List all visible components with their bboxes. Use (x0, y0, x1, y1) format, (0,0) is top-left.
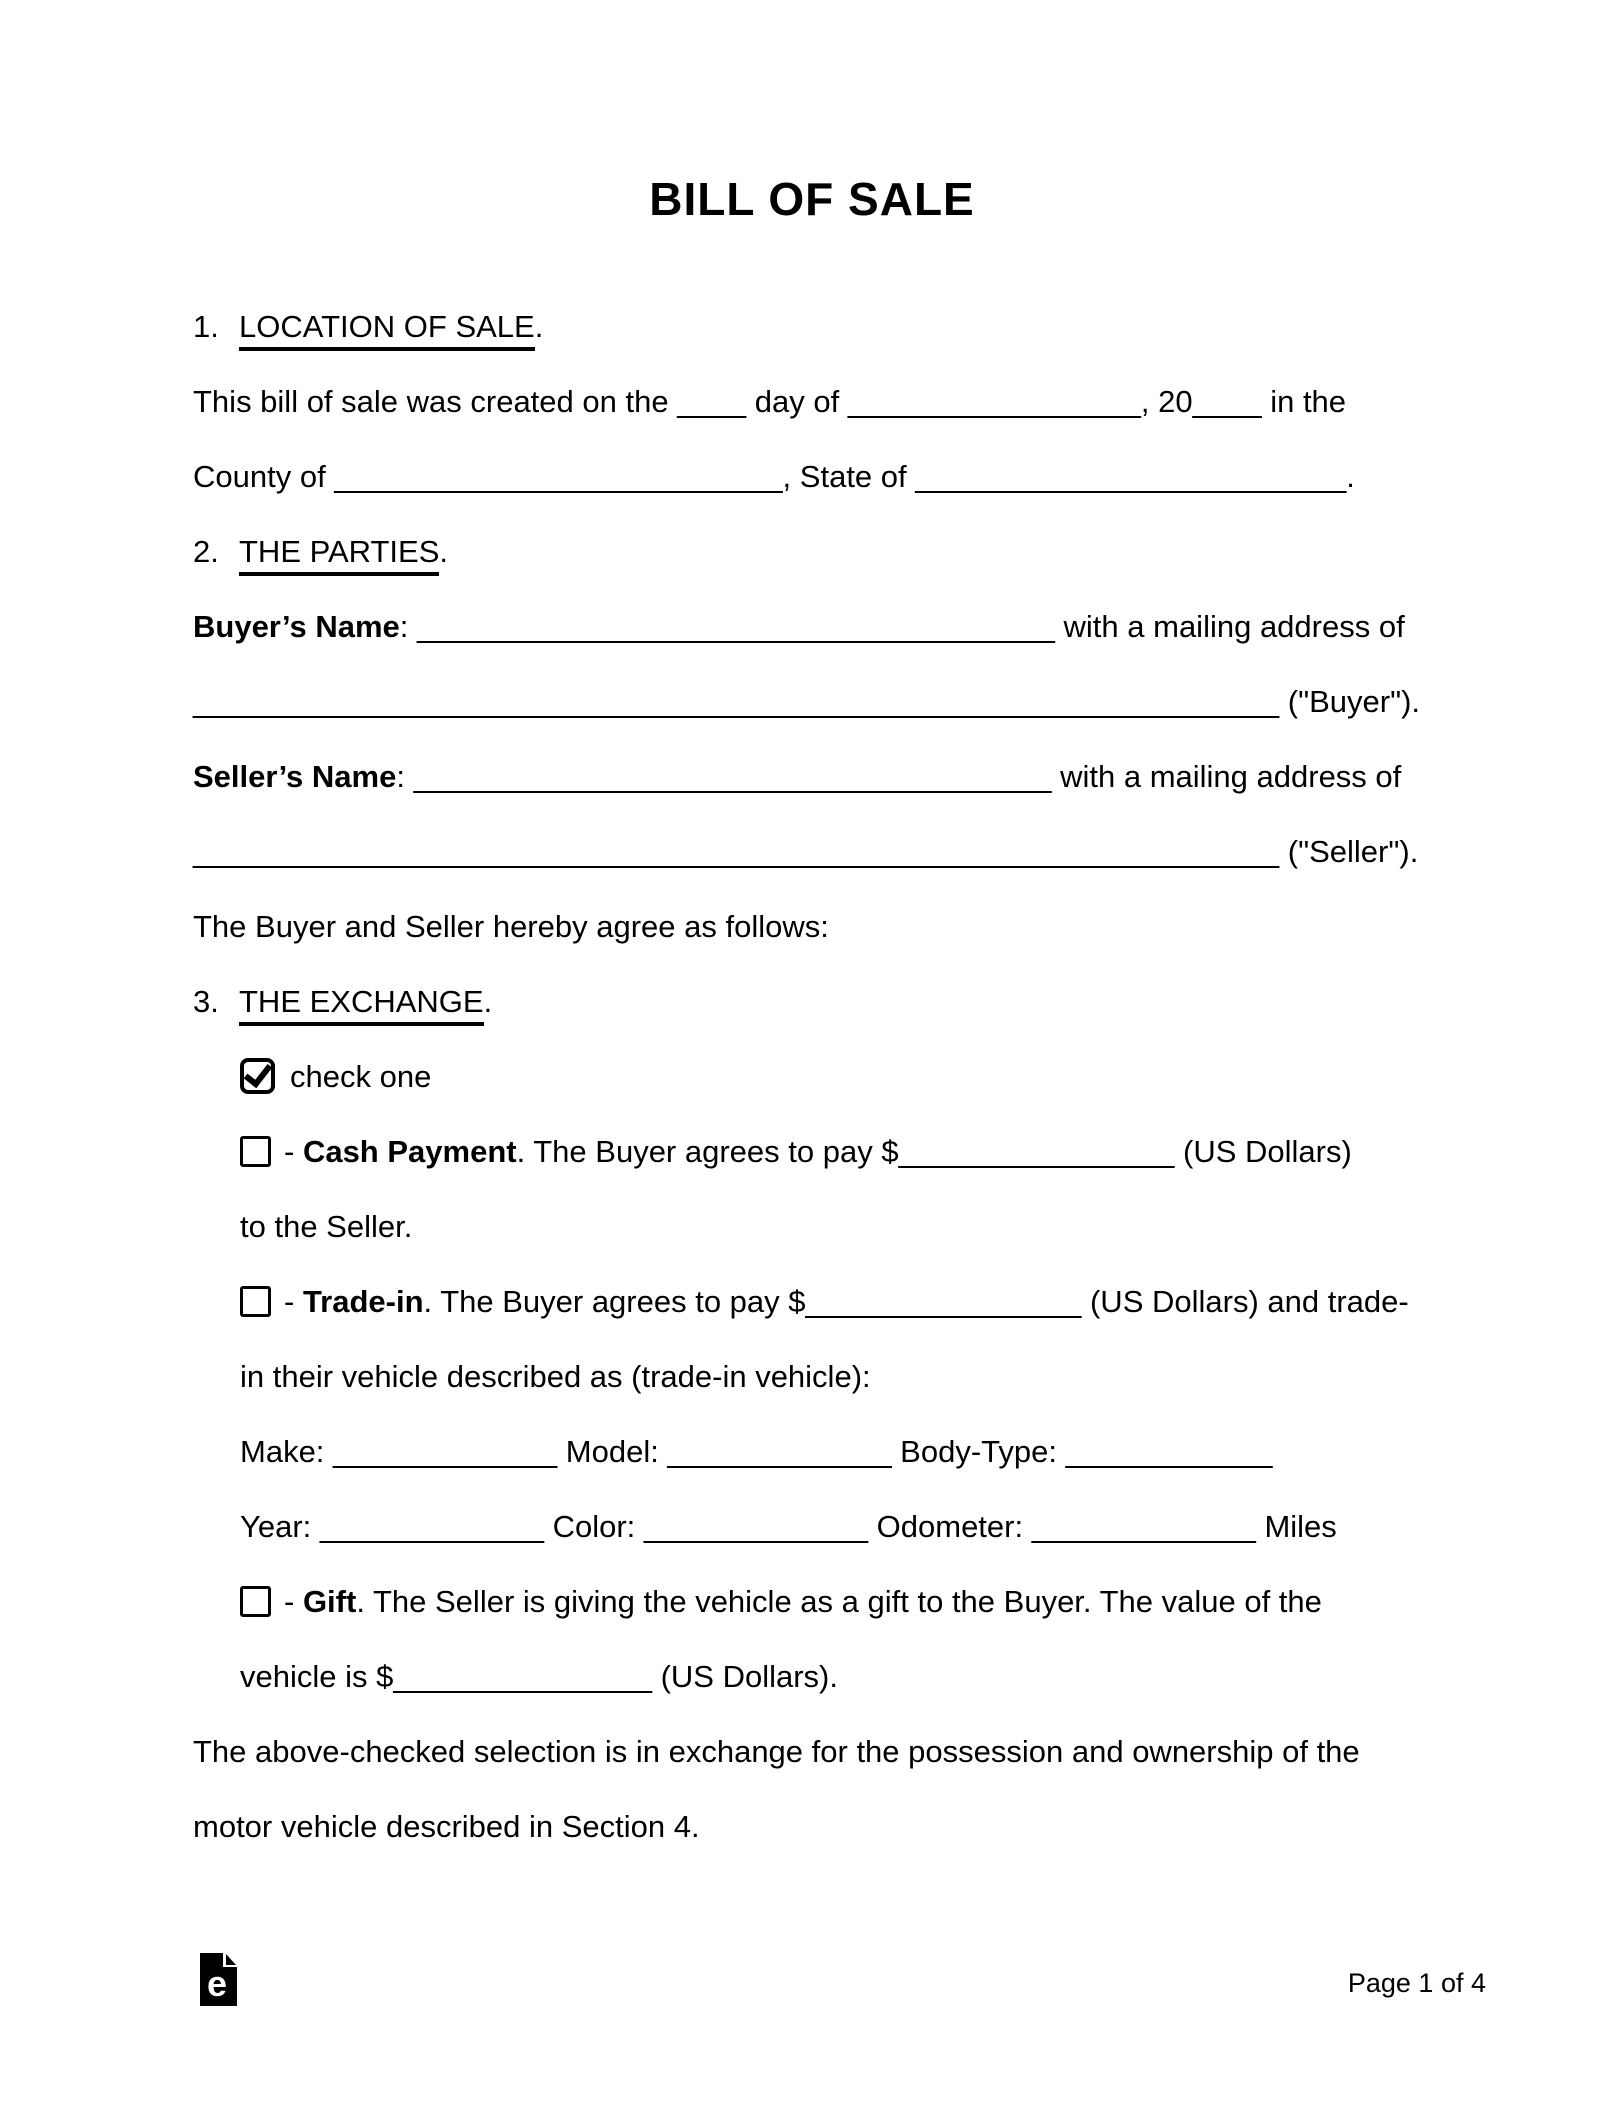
gift-row (193, 1564, 1493, 1639)
buyer-name-label: Buyer’s Name (193, 609, 400, 644)
agreement-sentence: The Buyer and Seller hereby agree as follows: (193, 909, 829, 944)
page-title: BILL OF SALE (649, 173, 975, 225)
page-number: Page 1 of 4 (1347, 1968, 1486, 1998)
section-3-heading-row (193, 964, 1493, 1039)
trade-in-continuation: in their vehicle described as (trade-in vehicle): (240, 1359, 871, 1394)
closing-sentence-line-1: The above-checked selection is in exchange for the possession and ownership of the (193, 1734, 1360, 1769)
trade-in-vehicle-line-1: Make: _____________ Model: _____________ Body-Type: ____________ (240, 1434, 1273, 1469)
trade-in-vehicle-line-2: Year: _____________ Color: _____________ Odometer: _____________ Miles (240, 1509, 1337, 1544)
section-3-number: 3. (193, 984, 219, 1019)
closing-sentence-line-2: motor vehicle described in Section 4. (193, 1809, 700, 1844)
checked-checkbox-icon (240, 1058, 275, 1094)
cash-payment-dash: - (284, 1134, 303, 1169)
section-1-heading: LOCATION OF SALE (239, 309, 535, 351)
section-2-heading-period: . (439, 534, 449, 569)
check-mark-icon (244, 1058, 273, 1088)
gift-continuation: vehicle is $_______________ (US Dollars). (240, 1659, 838, 1694)
cash-payment-label: Cash Payment (302, 1134, 517, 1169)
cash-payment-row (193, 1114, 1493, 1189)
section-1-number: 1. (193, 309, 219, 344)
document-body (193, 289, 1493, 1864)
trade-in-text: . The Buyer agrees to pay $________________ (US Dollars) and trade- (423, 1284, 1409, 1319)
section-2-number: 2. (193, 534, 219, 569)
location-sentence-line-1: This bill of sale was created on the ____ day of _________________, 20____ in the (193, 384, 1347, 419)
section-2-heading-row (193, 514, 1493, 589)
cash-payment-checkbox-icon (240, 1136, 271, 1167)
cash-payment-text: . The Buyer agrees to pay $________________ (US Dollars) (516, 1134, 1352, 1169)
section-2-heading: THE PARTIES (239, 534, 439, 576)
section-3-heading-period: . (483, 984, 493, 1019)
gift-dash: - (284, 1584, 303, 1619)
seller-name-blank: : _____________________________________ with a mailing address of (396, 759, 1402, 794)
buyer-name-row (193, 589, 1493, 664)
gift-checkbox-icon (240, 1586, 271, 1617)
trade-in-dash: - (284, 1284, 303, 1319)
buyer-name-blank: : _____________________________________ with a mailing address of (399, 609, 1405, 644)
cash-payment-continuation: to the Seller. (240, 1209, 413, 1244)
eforms-logo (200, 1953, 238, 2011)
eforms-document-icon (200, 1953, 238, 2006)
gift-text: . The Seller is giving the vehicle as a gift to the Buyer. The value of the (356, 1584, 1322, 1619)
trade-in-checkbox-icon (240, 1286, 271, 1317)
seller-address-blank-row: _______________________________________________________________ ("Seller"). (193, 834, 1419, 869)
check-one-label: check one (290, 1059, 432, 1094)
section-1-heading-row (193, 289, 1493, 364)
section-1-heading-period: . (534, 309, 544, 344)
section-3-heading: THE EXCHANGE (239, 984, 484, 1026)
check-one-row (193, 1039, 1493, 1114)
buyer-address-blank-row: _______________________________________________________________ ("Buyer"). (193, 684, 1421, 719)
trade-in-row (193, 1264, 1493, 1339)
seller-name-row (193, 739, 1493, 814)
location-sentence-line-2: County of __________________________, State of _________________________. (193, 459, 1355, 494)
gift-label: Gift (302, 1584, 357, 1619)
logo-letter: e (206, 1963, 228, 2004)
trade-in-label: Trade-in (302, 1284, 424, 1319)
seller-name-label: Seller’s Name (193, 759, 397, 794)
